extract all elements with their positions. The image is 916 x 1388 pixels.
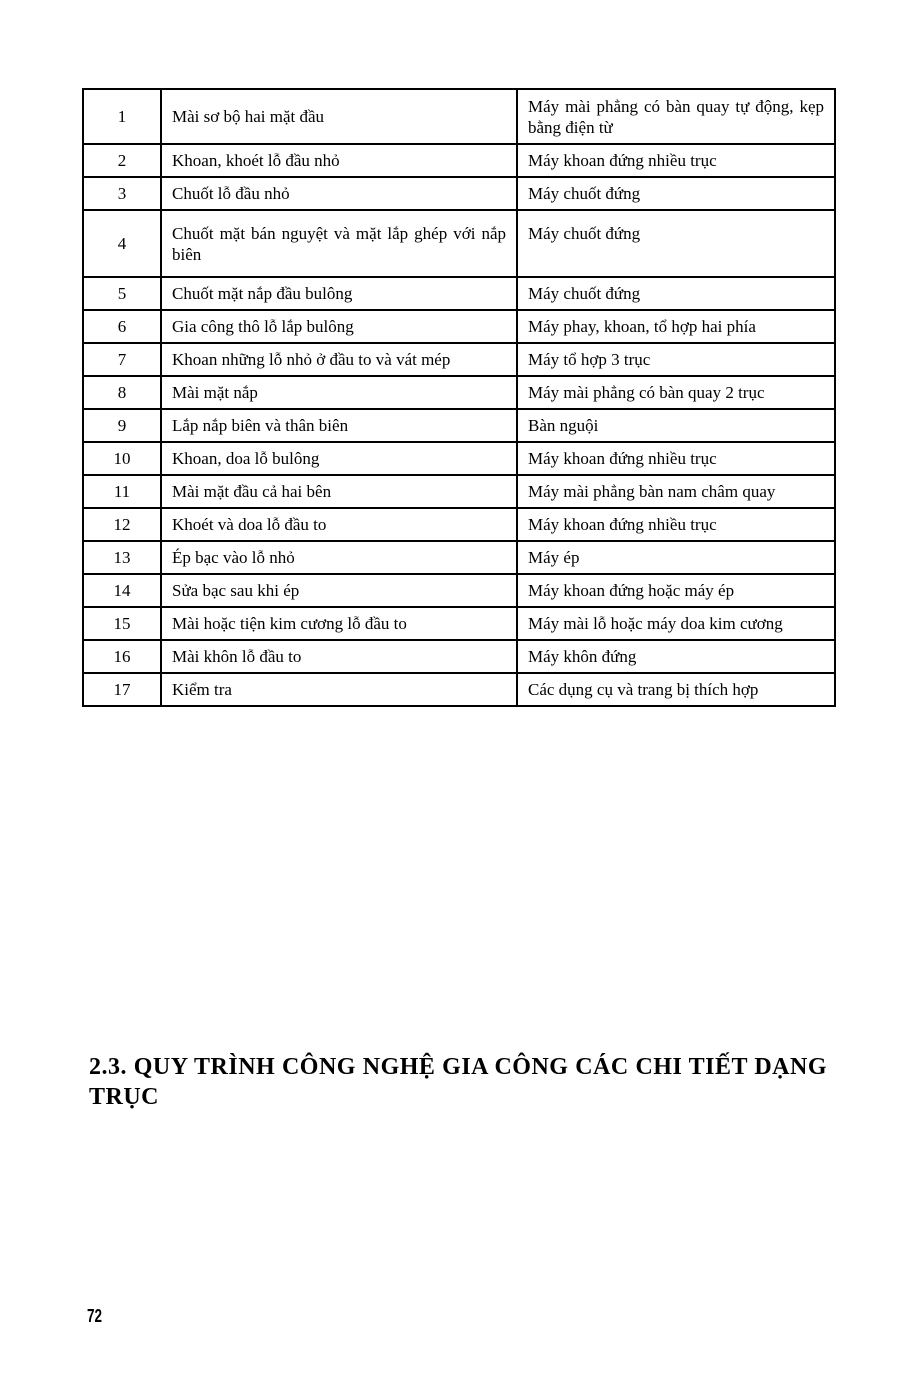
equipment-cell: Máy khoan đứng nhiều trục xyxy=(517,442,835,475)
equipment-cell: Máy mài phẳng có bàn quay 2 trục xyxy=(517,376,835,409)
equipment-cell: Máy ép xyxy=(517,541,835,574)
equipment-cell: Máy khôn đứng xyxy=(517,640,835,673)
equipment-cell: Máy chuốt đứng xyxy=(517,277,835,310)
operation-cell: Mài sơ bộ hai mặt đầu xyxy=(161,89,517,144)
step-number: 11 xyxy=(83,475,161,508)
table-row xyxy=(83,89,835,144)
step-number: 14 xyxy=(83,574,161,607)
equipment-cell: Bàn nguội xyxy=(517,409,835,442)
step-number: 5 xyxy=(83,277,161,310)
step-number: 13 xyxy=(83,541,161,574)
table-row xyxy=(83,210,835,277)
step-number: 2 xyxy=(83,144,161,177)
step-number: 4 xyxy=(83,210,161,277)
table-row xyxy=(83,277,835,310)
table-row xyxy=(83,310,835,343)
step-number: 1 xyxy=(83,89,161,144)
equipment-cell: Máy chuốt đứng xyxy=(517,210,835,277)
table-row xyxy=(83,376,835,409)
table-row xyxy=(83,673,835,706)
operation-cell: Mài mặt nắp xyxy=(161,376,517,409)
table-row xyxy=(83,508,835,541)
equipment-cell: Các dụng cụ và trang bị thích hợp xyxy=(517,673,835,706)
operation-cell: Sửa bạc sau khi ép xyxy=(161,574,517,607)
table-row xyxy=(83,343,835,376)
equipment-cell: Máy chuốt đứng xyxy=(517,177,835,210)
step-number: 10 xyxy=(83,442,161,475)
process-table xyxy=(82,88,836,707)
table-row xyxy=(83,409,835,442)
equipment-cell: Máy khoan đứng nhiều trục xyxy=(517,144,835,177)
equipment-cell: Máy mài lỗ hoặc máy doa kim cương xyxy=(517,607,835,640)
step-number: 12 xyxy=(83,508,161,541)
step-number: 15 xyxy=(83,607,161,640)
equipment-cell: Máy khoan đứng hoặc máy ép xyxy=(517,574,835,607)
table-row xyxy=(83,607,835,640)
section-heading: 2.3. QUY TRÌNH CÔNG NGHỆ GIA CÔNG CÁC CHI TIẾT DẠNG TRỤC xyxy=(89,1054,827,1110)
table-row xyxy=(83,442,835,475)
operation-cell: Chuốt lỗ đầu nhỏ xyxy=(161,177,517,210)
operation-cell: Khoan, doa lỗ bulông xyxy=(161,442,517,475)
operation-cell: Mài khôn lỗ đầu to xyxy=(161,640,517,673)
operation-cell: Khoan, khoét lỗ đầu nhỏ xyxy=(161,144,517,177)
step-number: 6 xyxy=(83,310,161,343)
operation-cell: Khoan những lỗ nhỏ ở đầu to và vát mép xyxy=(161,343,517,376)
operation-cell: Chuốt mặt bán nguyệt và mặt lắp ghép với nắp biên xyxy=(161,210,517,277)
equipment-cell: Máy phay, khoan, tổ hợp hai phía xyxy=(517,310,835,343)
equipment-cell: Máy mài phẳng bàn nam châm quay xyxy=(517,475,835,508)
operation-cell: Gia công thô lỗ lắp bulông xyxy=(161,310,517,343)
step-number: 17 xyxy=(83,673,161,706)
table-row xyxy=(83,144,835,177)
step-number: 8 xyxy=(83,376,161,409)
operation-cell: Mài hoặc tiện kim cương lỗ đầu to xyxy=(161,607,517,640)
step-number: 9 xyxy=(83,409,161,442)
equipment-cell: Máy khoan đứng nhiều trục xyxy=(517,508,835,541)
page-number: 72 xyxy=(87,1306,103,1326)
table-row xyxy=(83,177,835,210)
equipment-cell: Máy tổ hợp 3 trục xyxy=(517,343,835,376)
operation-cell: Lắp nắp biên và thân biên xyxy=(161,409,517,442)
table-row xyxy=(83,640,835,673)
operation-cell: Khoét và doa lỗ đầu to xyxy=(161,508,517,541)
step-number: 3 xyxy=(83,177,161,210)
operation-cell: Mài mặt đầu cả hai bên xyxy=(161,475,517,508)
table-row xyxy=(83,475,835,508)
table-row xyxy=(83,541,835,574)
step-number: 16 xyxy=(83,640,161,673)
step-number: 7 xyxy=(83,343,161,376)
operation-cell: Chuốt mặt nắp đầu bulông xyxy=(161,277,517,310)
equipment-cell: Máy mài phẳng có bàn quay tự động, kẹp bằng điện từ xyxy=(517,89,835,144)
operation-cell: Ép bạc vào lỗ nhỏ xyxy=(161,541,517,574)
operation-cell: Kiểm tra xyxy=(161,673,517,706)
table-row xyxy=(83,574,835,607)
